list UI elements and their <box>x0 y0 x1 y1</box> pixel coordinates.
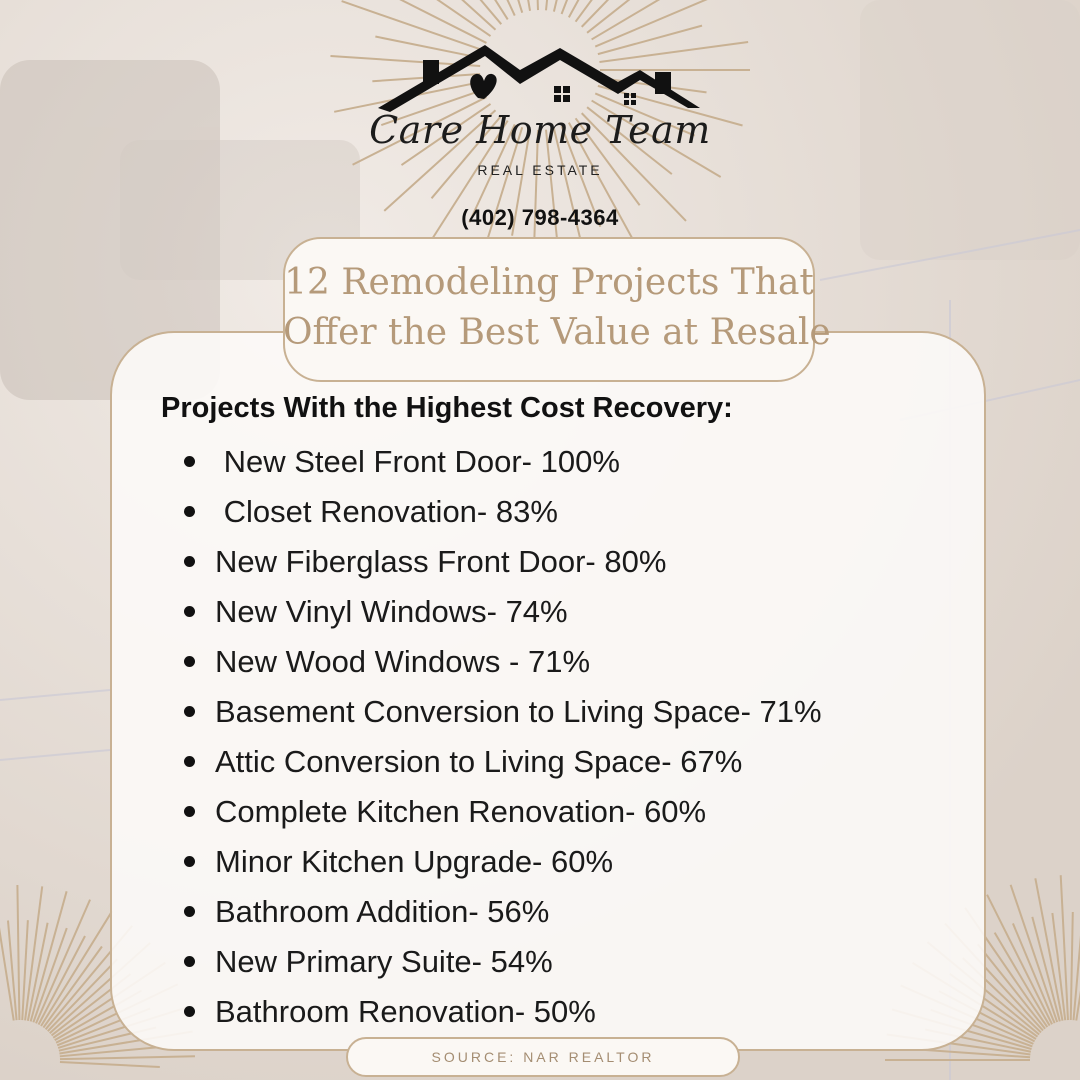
list-item <box>180 837 822 887</box>
phone-number: (402) 798-4364 <box>461 205 619 230</box>
bullet-icon <box>184 856 195 867</box>
bullet-icon <box>184 756 195 767</box>
bullet-icon <box>184 956 195 967</box>
brand-name: Care Home Team <box>369 108 711 152</box>
bullet-icon <box>184 606 195 617</box>
bullet-icon <box>184 806 195 817</box>
bullet-icon <box>184 656 195 667</box>
list-item <box>180 737 822 787</box>
list-item-text: Attic Conversion to Living Space- 67% <box>215 744 743 779</box>
list-item-text: Bathroom Renovation- 50% <box>215 994 596 1029</box>
list-item <box>180 687 822 737</box>
bullet-icon <box>184 456 195 467</box>
list-item-text: New Vinyl Windows- 74% <box>215 594 568 629</box>
list-item-text: New Steel Front Door- 100% <box>215 444 620 479</box>
list-item-text: Bathroom Addition- 56% <box>215 894 550 929</box>
list-item <box>180 637 822 687</box>
list-item-text: Closet Renovation- 83% <box>215 494 558 529</box>
list-item-text: New Fiberglass Front Door- 80% <box>215 544 667 579</box>
source-footer: SOURCE: NAR REALTOR <box>346 1037 740 1077</box>
list-item <box>180 937 822 987</box>
section-heading: Projects With the Highest Cost Recovery: <box>161 392 733 424</box>
list-item <box>180 587 822 637</box>
list-item <box>180 487 822 537</box>
list-item-text: New Primary Suite- 54% <box>215 944 553 979</box>
list-item <box>180 987 822 1037</box>
list-item <box>180 887 822 937</box>
bullet-icon <box>184 556 195 567</box>
list-item-text: New Wood Windows - 71% <box>215 644 591 679</box>
title-line-2: Offer the Best Value at Resale <box>283 312 831 353</box>
list-item <box>180 437 822 487</box>
brand-subtitle: REAL ESTATE <box>477 162 603 178</box>
list-item <box>180 537 822 587</box>
bullet-icon <box>184 506 195 517</box>
bullet-icon <box>184 906 195 917</box>
title-line-1: 12 Remodeling Projects That <box>284 262 814 303</box>
list-item-text: Minor Kitchen Upgrade- 60% <box>215 844 614 879</box>
bullet-icon <box>184 706 195 717</box>
page-title <box>283 258 831 358</box>
list-item <box>180 787 822 837</box>
project-list <box>180 437 822 1037</box>
bullet-icon <box>184 1006 195 1017</box>
list-item-text: Complete Kitchen Renovation- 60% <box>215 794 707 829</box>
list-item-text: Basement Conversion to Living Space- 71% <box>215 694 822 729</box>
